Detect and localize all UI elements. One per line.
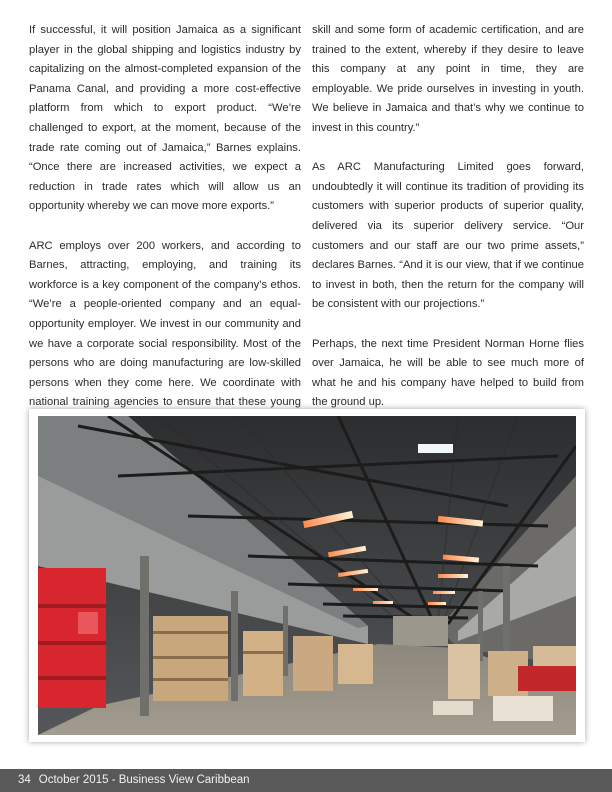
publication-name: - Business View Caribbean xyxy=(111,774,250,786)
page-footer xyxy=(0,769,612,792)
paragraph: As ARC Manufacturing Limited goes forward, undoubtedly it will continue its tradition of providing its customers with superior products of superior quality, delivered via its superior delivery service. “Our customers and our staff are our two prime assets,” declares Barnes. “And it is our view, that if we continue to invest in both, then the return for the company will be consistent with our projections.” xyxy=(312,161,584,311)
warehouse-photo-frame xyxy=(29,409,585,742)
paragraph: Perhaps, the next time President Norman Horne flies over Jamaica, he will be able to see much more of what he and his company have helped to build from the ground up. xyxy=(312,337,584,409)
article-column-right xyxy=(312,21,584,413)
article-column-left xyxy=(29,21,301,432)
warehouse-interior-illustration xyxy=(38,416,576,735)
page-number: 34 xyxy=(18,774,31,786)
paragraph: skill and some form of academic certification, and are trained to the extent, whereby if they desire to leave this company at any point in time, they are employable. We pride ourselves in investing in youth. We believe in Jamaica and that’s why we continue to invest in this country.” xyxy=(312,24,584,134)
warehouse-photo xyxy=(38,416,576,735)
issue-date: October 2015 xyxy=(38,774,109,786)
paragraph: ARC employs over 200 workers, and according to Barnes, attracting, employing, and training its workforce is a key component of the company’s ethos. “We’re a people-oriented company and an equal-opportunity employer. We invest in our community and we have a corporate social responsibility. Most of the persons who are doing manufacturing are low-skilled persons when they come here. We coordinate with national training agencies to ensure that these young xyxy=(29,239,301,409)
paragraph: If successful, it will position Jamaica as a significant player in the global shipping and logistics industry by capitalizing on the almost-completed expansion of the Panama Canal, and providing a more cost-effective platform from which to export product. “We’re challenged to export, at the moment, because of the trade rate coming out of Jamaica,” Barnes explains. “Once there are increased activities, we expect a reduction in trade rates which will allow us an opportunity whereby we can move more exports.” xyxy=(29,24,301,213)
